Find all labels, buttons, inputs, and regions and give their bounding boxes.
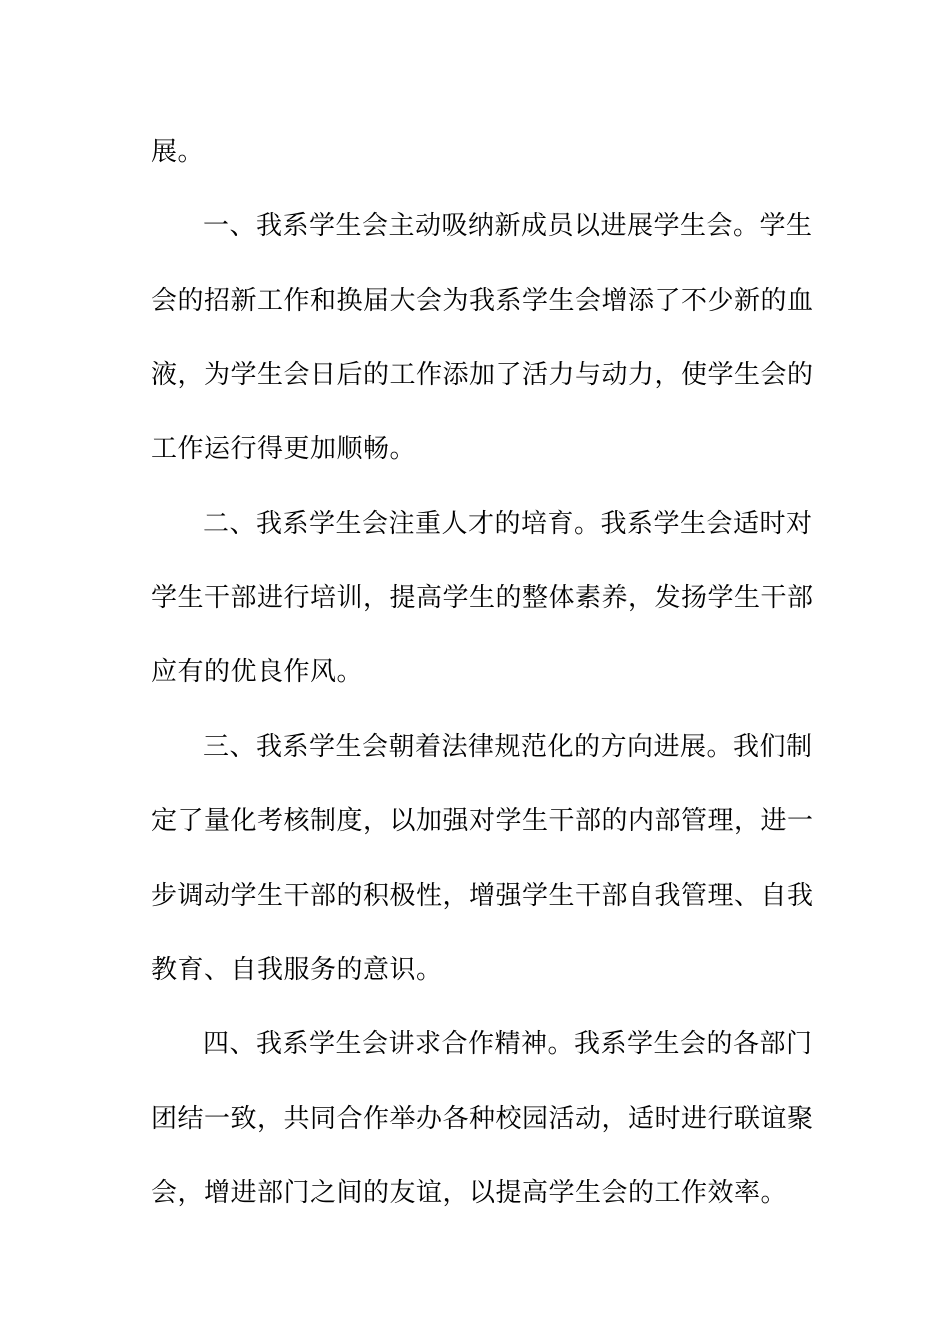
paragraph-line: 学生干部进行培训，提高学生的整体素养，发扬学生干部 <box>151 583 814 613</box>
paragraph-line: 会，增进部门之间的友谊，以提高学生会的工作效率。 <box>151 1178 788 1208</box>
paragraph-line: 一、我系学生会主动吸纳新成员以进展学生会。学生 <box>203 211 813 241</box>
paragraph-line: 会的招新工作和换届大会为我系学生会增添了不少新的血 <box>151 286 814 316</box>
paragraph-line: 步调动学生干部的积极性，增强学生干部自我管理、自我 <box>151 881 814 911</box>
paragraph-line: 教育、自我服务的意识。 <box>151 955 443 985</box>
paragraph-line: 团结一致，共同合作举办各种校园活动，适时进行联谊聚 <box>151 1104 814 1134</box>
paragraph-line: 定了量化考核制度，以加强对学生干部的内部管理，进一 <box>151 806 814 836</box>
paragraph-line: 二、我系学生会注重人才的培育。我系学生会适时对 <box>203 509 813 539</box>
paragraph-line: 应有的优良作风。 <box>151 657 364 687</box>
paragraph-line: 工作运行得更加顺畅。 <box>151 434 417 464</box>
paragraph-line: 液，为学生会日后的工作添加了活力与动力，使学生会的 <box>151 360 814 390</box>
paragraph-line: 展。 <box>151 137 205 167</box>
paragraph-line: 四、我系学生会讲求合作精神。我系学生会的各部门 <box>203 1029 813 1059</box>
paragraph-line: 三、我系学生会朝着法律规范化的方向进展。我们制 <box>203 732 813 762</box>
